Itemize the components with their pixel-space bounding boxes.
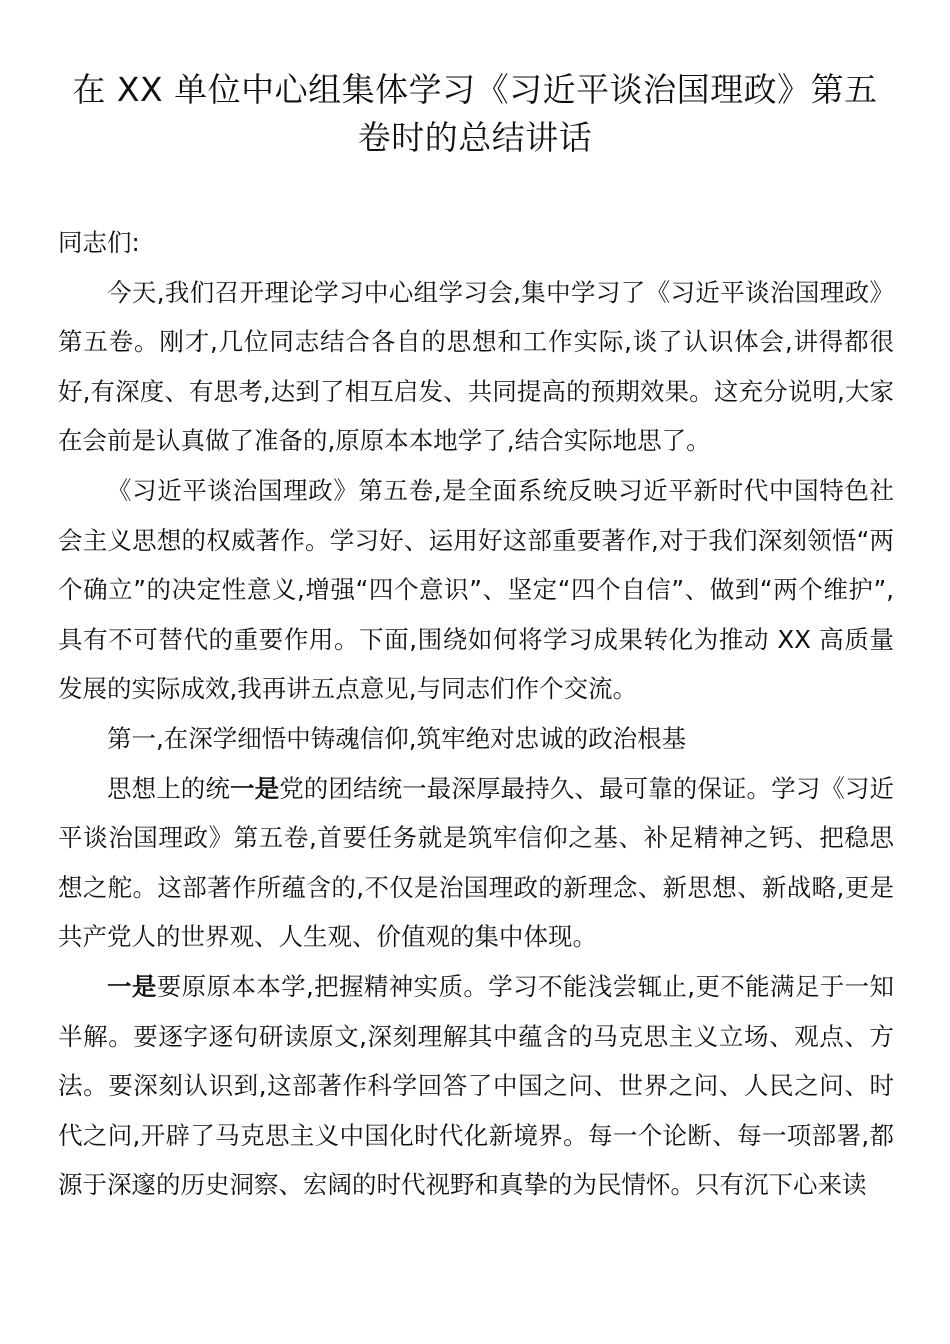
section-heading-first: 第一,在深学细悟中铸魂信仰,筑牢绝对忠诚的政治根基 bbox=[107, 723, 687, 753]
paragraph-point-one bbox=[58, 962, 894, 1210]
bold-marker: 一是 bbox=[229, 773, 280, 803]
paragraph-section-intro bbox=[58, 764, 894, 962]
paragraph-text-pre: 思想上的统 bbox=[107, 773, 230, 803]
salutation: 同志们: bbox=[58, 228, 140, 257]
title-line-2: 卷时的总结讲话 bbox=[357, 118, 593, 157]
document-title bbox=[40, 66, 910, 162]
paragraph-opening: 今天,我们召开理论学习中心组学习会,集中学习了《习近平谈治国理政》第五卷。刚才,几位同志结合各自的思想和工作实际,谈了认识体会,讲得都很好,有深度、有思考,达到了相互启发、共同提高的预期效果。这充分说明,大家在会前是认真做了准备的,原原本本地学了,结合实际地思了。 bbox=[58, 277, 894, 456]
paragraph-text-post: 党的团结统一最深厚最持久、最可靠的保证。学习《习近平谈治国理政》第五卷,首要任务就是筑牢信仰之基、补足精神之钙、把稳思想之舵。这部著作所蕴含的,不仅是治国理政的新理念、新思想、新战略,更是共产党人的世界观、人生观、价值观的集中体现。 bbox=[58, 773, 895, 952]
paragraph-text: 要原原本本学,把握精神实质。学习不能浅尝辄止,更不能满足于一知半解。要逐字逐句研读原文,深刻理解其中蕴含的马克思主义立场、观点、方法。要深刻认识到,这部著作科学回答了中国之问、世界之问、人民之问、时代之问,开辟了马克思主义中国化时代化新境界。每一个论断、每一项部署,都源于深邃的历史洞察、宏阔的时代视野和真挚的为民情怀。只有沉下心来读 bbox=[58, 971, 894, 1200]
paragraph-significance: 《习近平谈治国理政》第五卷,是全面系统反映习近平新时代中国特色社会主义思想的权威著作。学习好、运用好这部重要著作,对于我们深刻领悟“两个确立”的决定性意义,增强“四个意识”、坚定“四个自信”、做到“两个维护”,具有不可替代的重要作用。下面,围绕如何将学习成果转化为推动 XX 高质量发展的实际成效,我再讲五点意见,与同志们作个交流。 bbox=[58, 475, 894, 704]
title-line-1: 在 XX 单位中心组集体学习《习近平谈治国理政》第五 bbox=[72, 70, 878, 109]
bold-marker: 一是 bbox=[107, 971, 157, 1001]
document-body bbox=[58, 218, 894, 1210]
